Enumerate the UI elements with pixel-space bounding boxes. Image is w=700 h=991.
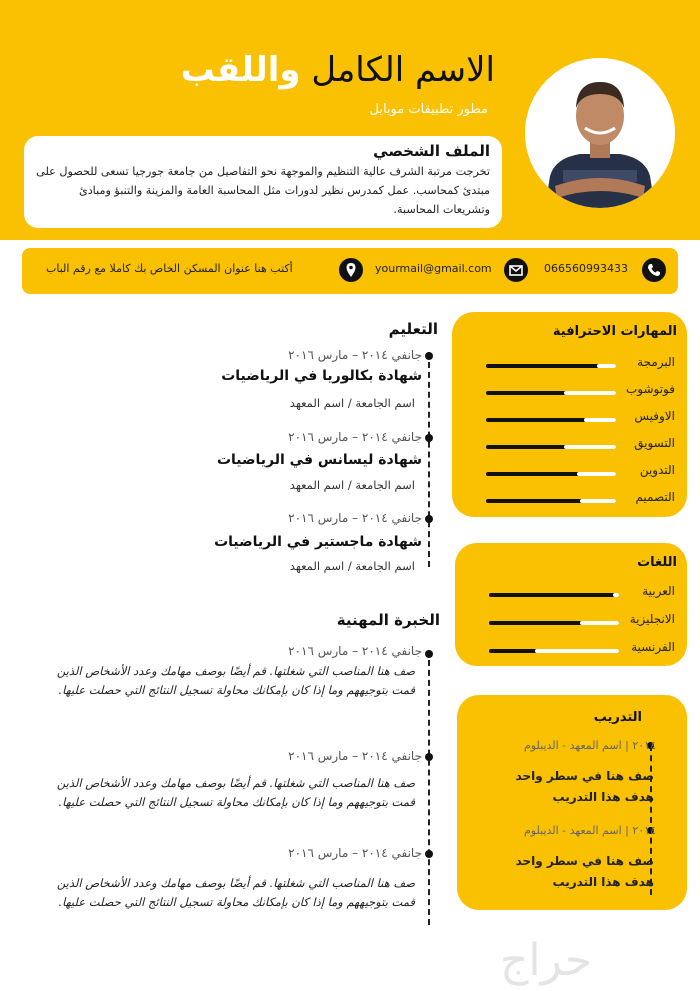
language-bar bbox=[489, 649, 619, 653]
education-institution: اسم الجامعة / اسم المعهد bbox=[289, 559, 415, 573]
education-institution: اسم الجامعة / اسم المعهد bbox=[289, 478, 415, 492]
profile-text: تخرجت مرتبة الشرف عالية التنظيم والموجهة نحو التفاصيل من جامعة جورجيا تسعى للحصول على مبتدئ كمحاسب. عمل كمدرس نظير لدورات مثل المحاسبة العامة والمزينة والتنبؤ ومبادئ وتشريعات المحاسبة. bbox=[36, 165, 490, 216]
home-address: أكتب هنا عنوان المسكن الخاص بك كاملا مع رقم الباب bbox=[46, 262, 293, 275]
full-name bbox=[181, 50, 495, 90]
language-bar-remaining bbox=[613, 593, 620, 597]
skill-label: البرمجة bbox=[637, 355, 675, 369]
skill-label: الاوفيس bbox=[634, 409, 675, 423]
experience-title: الخبرة المهنية bbox=[336, 611, 440, 629]
skill-label: التسويق bbox=[634, 436, 675, 450]
skill-bar-remaining bbox=[597, 364, 617, 368]
language-row bbox=[455, 584, 687, 604]
skill-bar bbox=[486, 391, 616, 395]
experience-dot bbox=[425, 753, 433, 761]
contact-bar bbox=[22, 248, 678, 294]
education-date: جانفي ٢٠١٤ – مارس ٢٠١٦ bbox=[288, 511, 422, 525]
skill-bar bbox=[486, 472, 616, 476]
experience-desc: صف هنا المناصب التي شغلتها. قم أيضًا بوصف مهامك وعدد الأشخاص الذين قمت بتوجيههم وما إذا كان بإمكانك محاولة تسجيل النتائج التي حصلت عليها. bbox=[56, 876, 415, 909]
experience-dot bbox=[425, 850, 433, 858]
training-desc: صف هنا في سطر واحد هدف هذا التدريب bbox=[515, 769, 654, 804]
education-dot bbox=[425, 515, 433, 523]
skill-bar bbox=[486, 418, 616, 422]
language-row bbox=[455, 640, 687, 660]
languages-panel bbox=[455, 543, 687, 666]
skill-bar-remaining bbox=[584, 418, 617, 422]
language-bar bbox=[489, 621, 619, 625]
education-institution: اسم الجامعة / اسم المعهد bbox=[289, 396, 415, 410]
skill-label: فوتوشوب bbox=[625, 382, 675, 396]
phone-icon bbox=[642, 258, 666, 282]
training-desc: صف هنا في سطر واحد هدف هذا التدريب bbox=[515, 854, 654, 889]
phone-number[interactable]: 066560993433 bbox=[544, 262, 628, 275]
profile-photo bbox=[525, 58, 675, 208]
education-dot bbox=[425, 352, 433, 360]
experience-date: جانفي ٢٠١٤ – مارس ٢٠١٦ bbox=[288, 644, 422, 658]
training-meta: ٢٠١٤ | اسم المعهد - الديبلوم bbox=[523, 739, 656, 752]
name-main: الاسم الكامل bbox=[300, 50, 495, 90]
skill-bar-remaining bbox=[564, 391, 616, 395]
education-title: التعليم bbox=[388, 320, 438, 338]
profile-title: الملف الشخصي bbox=[373, 142, 490, 160]
training-title: التدريب bbox=[593, 710, 642, 725]
watermark-logo: حراج bbox=[500, 935, 593, 986]
language-label: الفرنسية bbox=[631, 640, 675, 654]
education-date: جانفي ٢٠١٤ – مارس ٢٠١٦ bbox=[288, 430, 422, 444]
person-portrait-icon bbox=[525, 58, 675, 208]
skill-bar-remaining bbox=[580, 499, 616, 503]
education-degree: شهادة بكالوريا في الرياضيات bbox=[221, 368, 422, 384]
email-address[interactable]: yourmail@gmail.com bbox=[375, 262, 492, 275]
languages-title: اللغات bbox=[637, 555, 677, 570]
experience-dot bbox=[425, 650, 433, 658]
skill-row bbox=[452, 436, 687, 456]
training-meta: ٢٠١٤ | اسم المعهد - الديبلوم bbox=[523, 824, 656, 837]
language-label: الانجليزية bbox=[629, 612, 675, 626]
experience-date: جانفي ٢٠١٤ – مارس ٢٠١٦ bbox=[288, 846, 422, 860]
language-label: العربية bbox=[642, 584, 675, 598]
skill-bar-remaining bbox=[577, 472, 616, 476]
skills-panel bbox=[452, 312, 687, 517]
mail-icon bbox=[504, 258, 528, 282]
job-title: مطور تطبيقات موبايل bbox=[369, 102, 488, 117]
education-dot bbox=[425, 434, 433, 442]
language-bar-remaining bbox=[580, 621, 619, 625]
skills-title: المهارات الاحترافية bbox=[552, 324, 677, 339]
name-accent: واللقب bbox=[180, 50, 301, 90]
experience-date: جانفي ٢٠١٤ – مارس ٢٠١٦ bbox=[288, 749, 422, 763]
language-bar-remaining bbox=[535, 649, 620, 653]
education-timeline bbox=[428, 352, 430, 567]
education-date: جانفي ٢٠١٤ – مارس ٢٠١٦ bbox=[288, 348, 422, 362]
skill-bar-remaining bbox=[564, 445, 616, 449]
skill-row bbox=[452, 463, 687, 483]
language-bar bbox=[489, 593, 619, 597]
skill-bar bbox=[486, 364, 616, 368]
skill-label: التصميم bbox=[635, 490, 675, 504]
skill-row bbox=[452, 355, 687, 375]
language-row bbox=[455, 612, 687, 632]
experience-desc: صف هنا المناصب التي شغلتها. قم أيضًا بوصف مهامك وعدد الأشخاص الذين قمت بتوجيههم وما إذا كان بإمكانك محاولة تسجيل النتائج التي حصلت عليها. bbox=[56, 776, 415, 809]
education-degree: شهادة ماجستير في الرياضيات bbox=[214, 534, 422, 550]
skill-row bbox=[452, 490, 687, 510]
experience-desc: صف هنا المناصب التي شغلتها. قم أيضًا بوصف مهامك وعدد الأشخاص الذين قمت بتوجيههم وما إذا كان بإمكانك محاولة تسجيل النتائج التي حصلت عليها. bbox=[56, 664, 415, 697]
location-icon bbox=[339, 258, 363, 282]
experience-timeline bbox=[428, 650, 430, 925]
skill-label: التدوين bbox=[639, 463, 675, 477]
education-degree: شهادة ليسانس في الرياضيات bbox=[216, 452, 422, 468]
skill-bar bbox=[486, 499, 616, 503]
skill-row bbox=[452, 409, 687, 429]
profile-summary-card bbox=[24, 136, 502, 228]
skill-bar bbox=[486, 445, 616, 449]
skill-row bbox=[452, 382, 687, 402]
